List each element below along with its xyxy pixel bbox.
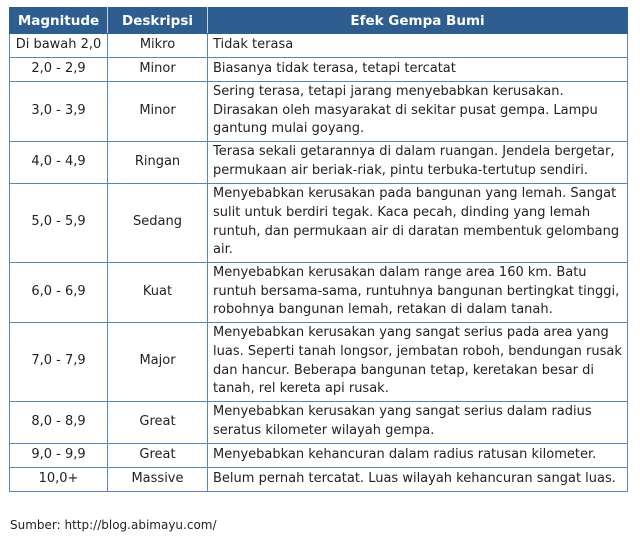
cell-description: Great xyxy=(108,402,208,444)
cell-magnitude: 8,0 - 8,9 xyxy=(10,402,108,444)
cell-description: Sedang xyxy=(108,184,208,263)
table-row xyxy=(10,263,628,323)
cell-magnitude: 5,0 - 5,9 xyxy=(10,184,108,263)
earthquake-magnitude-table xyxy=(9,7,628,492)
cell-description: Massive xyxy=(108,468,208,492)
cell-description: Ringan xyxy=(108,142,208,184)
table-row xyxy=(10,58,628,82)
cell-effect: Menyebabkan kerusakan dalam range area 160 km. Batu runtuh bersama-sama, runtuhnya bangunan bertingkat tinggi, robohnya bangunan lemah, retakan di dalam tanah. xyxy=(208,263,628,323)
table-header-row xyxy=(10,8,628,34)
cell-effect: Biasanya tidak terasa, tetapi tercatat xyxy=(208,58,628,82)
cell-magnitude: 4,0 - 4,9 xyxy=(10,142,108,184)
header-effect: Efek Gempa Bumi xyxy=(208,8,628,34)
cell-effect: Terasa sekali getarannya di dalam ruangan. Jendela bergetar, permukaan air beriak-riak, pintu terbuka-tertutup sendiri. xyxy=(208,142,628,184)
cell-effect: Menyebabkan kerusakan pada bangunan yang lemah. Sangat sulit untuk berdiri tegak. Kaca pecah, dinding yang lemah runtuh, dan permukaan air di daratan membentuk gelombang air. xyxy=(208,184,628,263)
cell-description: Minor xyxy=(108,82,208,142)
cell-description: Great xyxy=(108,444,208,468)
cell-magnitude: 6,0 - 6,9 xyxy=(10,263,108,323)
cell-effect: Belum pernah tercatat. Luas wilayah kehancuran sangat luas. xyxy=(208,468,628,492)
cell-magnitude: 7,0 - 7,9 xyxy=(10,323,108,402)
header-description: Deskripsi xyxy=(108,8,208,34)
table-row xyxy=(10,82,628,142)
source-citation: Sumber: http://blog.abimayu.com/ xyxy=(10,518,217,532)
cell-magnitude: Di bawah 2,0 xyxy=(10,34,108,58)
cell-description: Major xyxy=(108,323,208,402)
table-row xyxy=(10,444,628,468)
table-row xyxy=(10,34,628,58)
cell-description: Mikro xyxy=(108,34,208,58)
cell-effect: Tidak terasa xyxy=(208,34,628,58)
table-row xyxy=(10,402,628,444)
cell-effect: Sering terasa, tetapi jarang menyebabkan kerusakan. Dirasakan oleh masyarakat di sekitar pusat gempa. Lampu gantung mulai goyang. xyxy=(208,82,628,142)
cell-effect: Menyebabkan kerusakan yang sangat serius pada area yang luas. Seperti tanah longsor, jembatan roboh, bendungan rusak dan hancur. Beberapa bangunan tetap, keretakan besar di tanah, rel kereta api rusak. xyxy=(208,323,628,402)
table-row xyxy=(10,142,628,184)
cell-magnitude: 3,0 - 3,9 xyxy=(10,82,108,142)
earthquake-magnitude-table-container xyxy=(9,7,627,492)
cell-magnitude: 10,0+ xyxy=(10,468,108,492)
cell-magnitude: 9,0 - 9,9 xyxy=(10,444,108,468)
cell-effect: Menyebabkan kerusakan yang sangat serius dalam radius seratus kilometer wilayah gempa. xyxy=(208,402,628,444)
header-magnitude: Magnitude xyxy=(10,8,108,34)
cell-magnitude: 2,0 - 2,9 xyxy=(10,58,108,82)
table-row xyxy=(10,468,628,492)
table-row xyxy=(10,323,628,402)
table-row xyxy=(10,184,628,263)
cell-description: Kuat xyxy=(108,263,208,323)
cell-effect: Menyebabkan kehancuran dalam radius ratusan kilometer. xyxy=(208,444,628,468)
cell-description: Minor xyxy=(108,58,208,82)
